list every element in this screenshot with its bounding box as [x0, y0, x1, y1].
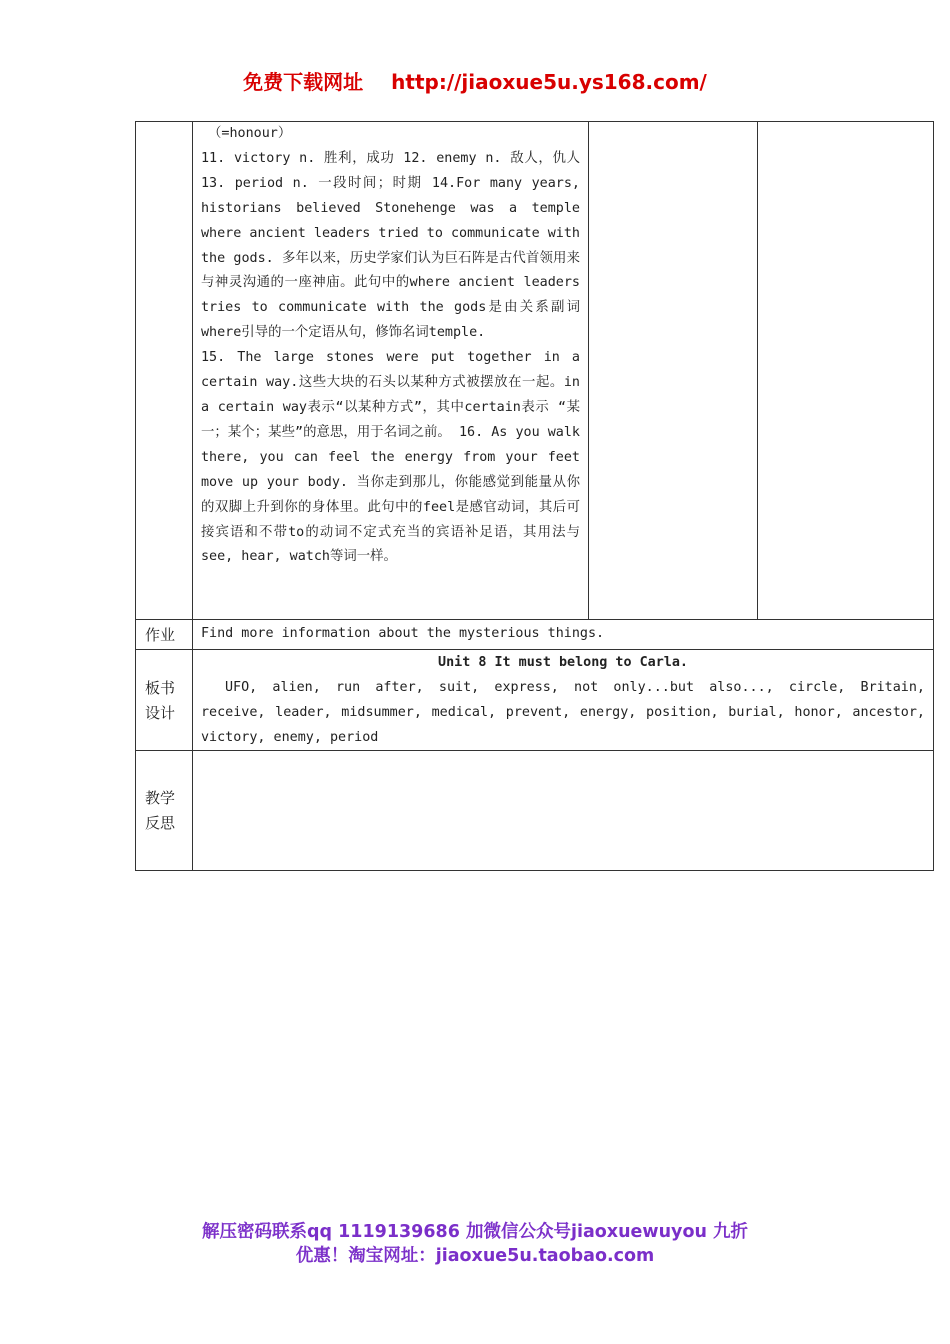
board-design-row — [136, 650, 934, 751]
download-header — [0, 66, 950, 95]
footer-contact — [0, 1220, 950, 1268]
reflection-label: 教学反思 — [136, 751, 193, 871]
notes-label-cell — [136, 122, 193, 620]
homework-label: 作业 — [136, 620, 193, 650]
header-url[interactable]: http://jiaoxue5u.ys168.com/ — [391, 70, 707, 94]
notes-paragraph-1: 11. victory n. 胜利，成功 12. enemy n. 敌人，仇人 13. period n. 一段时间；时期 14.For many years, historians believed Stonehenge was a temple where ancient leaders tried to communicate with the gods. 多年以来，历史学家们认为巨石阵是古代首领用来与神灵沟通的一座神庙。此句中的where ancient leaders tries to communicate with the gods是由关系副词where引导的一个定语从句，修饰名词temple. — [201, 150, 580, 341]
homework-row — [136, 620, 934, 650]
board-design-label: 板书设计 — [136, 650, 193, 751]
board-design-words: UFO, alien, run after, suit, express, not only...but also..., circle, Britain, receive, leader, midsummer, medical, prevent, energy, position, burial, honor, ancestor, victory, enemy, period — [201, 680, 925, 745]
header-label: 免费下载网址 — [243, 70, 364, 94]
notes-line-honour: （=honour） — [208, 126, 292, 141]
footer-line-1: 解压密码联系qq 1119139686 加微信公众号jiaoxuewuyou 九折 — [201, 1222, 749, 1242]
notes-paragraph-2: 15. The large stones were put together in a certain way.这些大块的石头以某种方式被摆放在一起。in a certain way表示“以某种方式”，其中certain表示 “某一；某个；某些”的意思，用于名词之前。 16. As you walk there, you can feel the energy from your feet move up your body. 当你走到那儿，你能感觉到能量从你的双脚上升到你的身体里。此句中的feel是感官动词，其后可接宾语和不带to的动词不定式充当的宾语补足语，其用法与see, hear, watch等词一样。 — [201, 350, 580, 565]
empty-cell-3 — [589, 122, 758, 620]
lesson-table — [135, 121, 934, 871]
homework-text: Find more information about the mysterious things. — [193, 620, 934, 650]
board-design-title: Unit 8 It must belong to Carla. — [438, 655, 688, 670]
empty-cell-4 — [758, 122, 934, 620]
notes-content — [193, 122, 589, 620]
reflection-row — [136, 751, 934, 871]
reflection-content — [193, 751, 934, 871]
footer-line-2: 优惠！淘宝网址：jiaoxue5u.taobao.com — [295, 1246, 655, 1266]
board-design-content — [193, 650, 934, 751]
notes-row — [136, 122, 934, 620]
